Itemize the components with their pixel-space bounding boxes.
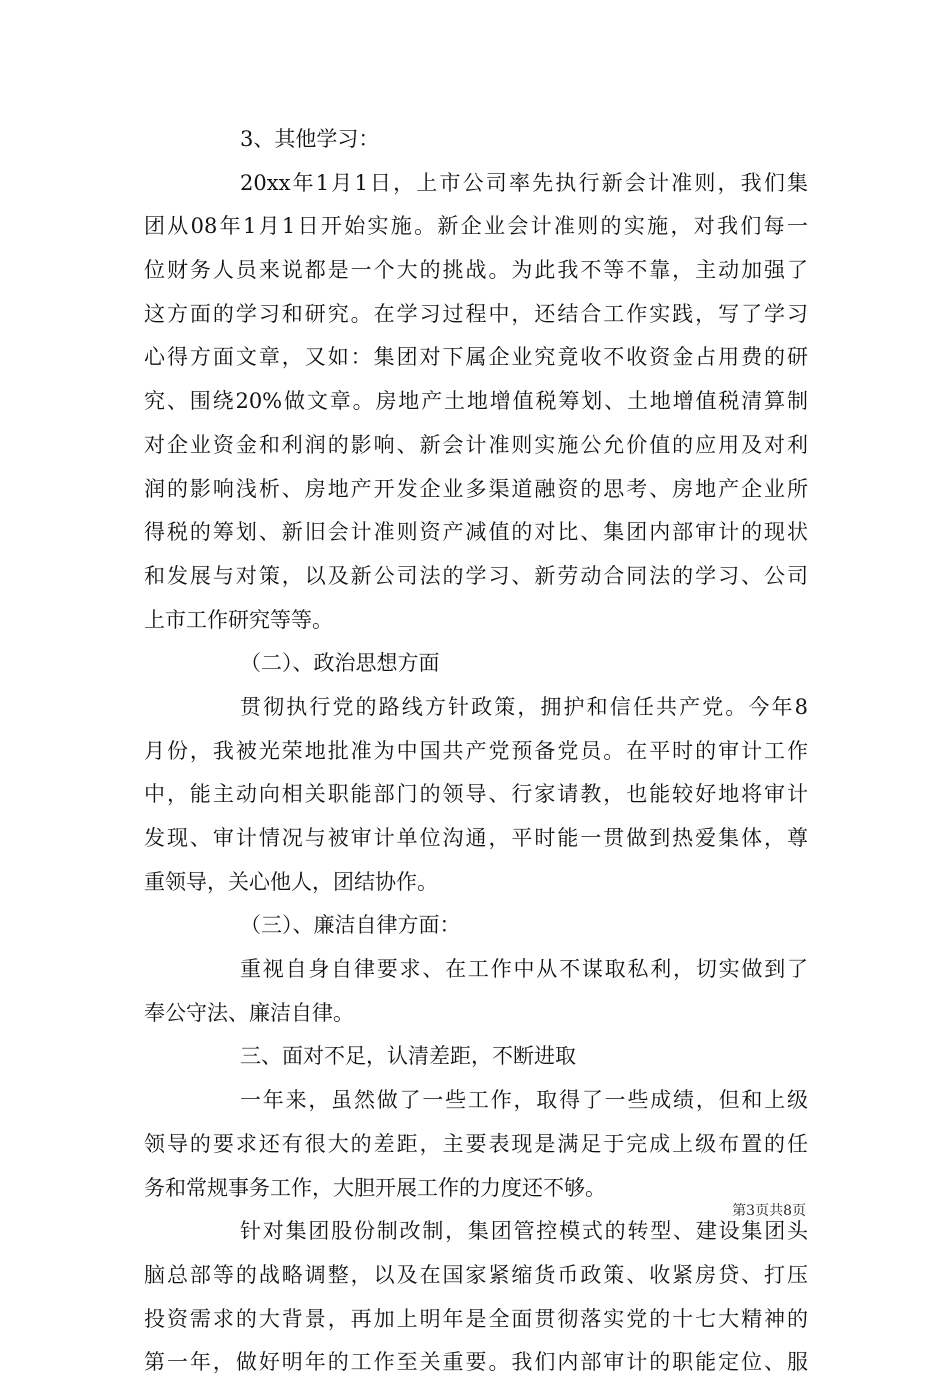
text-line: 重视自身自律要求、在工作中从不谋取私利，切实做到了 (240, 957, 808, 982)
text-line: 月份，我被光荣地批准为中国共产党预备党员。在平时的审计工作 (144, 738, 808, 763)
text-line: 这方面的学习和研究。在学习过程中，还结合工作实践，写了学习 (144, 301, 808, 326)
text-line: 润的影响浅析、房地产开发企业多渠道融资的思考、房地产企业所 (144, 476, 808, 501)
text-line: 团从08年1月1日开始实施。新企业会计准则的实施，对我们每一 (144, 214, 808, 239)
text-line: 究、围绕20%做文章。房地产土地增值税筹划、土地增值税清算制 (144, 389, 808, 414)
text-line: 奉公守法、廉洁自律。 (144, 1000, 354, 1025)
text-line: 3、其他学习： (240, 127, 380, 151)
text-line: 针对集团股份制改制，集团管控模式的转型、建设集团头 (240, 1219, 808, 1244)
text-line: 心得方面文章，又如：集团对下属企业究竟收不收资金占用费的研 (144, 345, 808, 370)
text-line: 20xx年1月1日，上市公司率先执行新会计准则，我们集 (240, 170, 808, 195)
text-line: 发现、审计情况与被审计单位沟通，平时能一贯做到热爱集体，尊 (144, 826, 808, 850)
text-line: 务和常规事务工作，大胆开展工作的力度还不够。 (144, 1175, 606, 1200)
text-line: 位财务人员来说都是一个大的挑战。为此我不等不靠，主动加强了 (144, 258, 808, 283)
text-line: 对企业资金和利润的影响、新会计准则实施公允价值的应用及对利 (144, 432, 808, 457)
text-line: 一年来，虽然做了一些工作，取得了一些成绩，但和上级 (240, 1088, 808, 1113)
text-line: 重领导，关心他人，团结协作。 (144, 869, 438, 894)
text-line: 三、面对不足，认清差距，不断进取 (240, 1044, 576, 1069)
text-line: 和发展与对策，以及新公司法的学习、新劳动合同法的学习、公司 (144, 563, 808, 588)
text-line: 得税的筹划、新旧会计准则资产减值的对比、集团内部审计的现状 (144, 520, 808, 545)
text-line: （三）、廉洁自律方面： (240, 913, 461, 938)
text-line: 贯彻执行党的路线方针政策，拥护和信任共产党。今年8 (240, 694, 808, 719)
text-line: 上市工作研究等等。 (144, 607, 333, 632)
text-line: 领导的要求还有很大的差距，主要表现是满足于完成上级布置的任 (144, 1131, 808, 1156)
text-line: 脑总部等的战略调整，以及在国家紧缩货币政策、收紧房贷、打压 (144, 1262, 808, 1287)
page-number: 第3页共8页 (732, 1203, 806, 1219)
text-line: （二）、政治思想方面 (240, 651, 440, 676)
text-line: 第一年，做好明年的工作至关重要。我们内部审计的职能定位、服 (144, 1350, 808, 1375)
text-line: 投资需求的大背景，再加上明年是全面贯彻落实党的十七大精神的 (144, 1306, 808, 1331)
text-line: 中，能主动向相关职能部门的领导、行家请教，也能较好地将审计 (144, 782, 808, 807)
document-body (144, 118, 808, 1385)
